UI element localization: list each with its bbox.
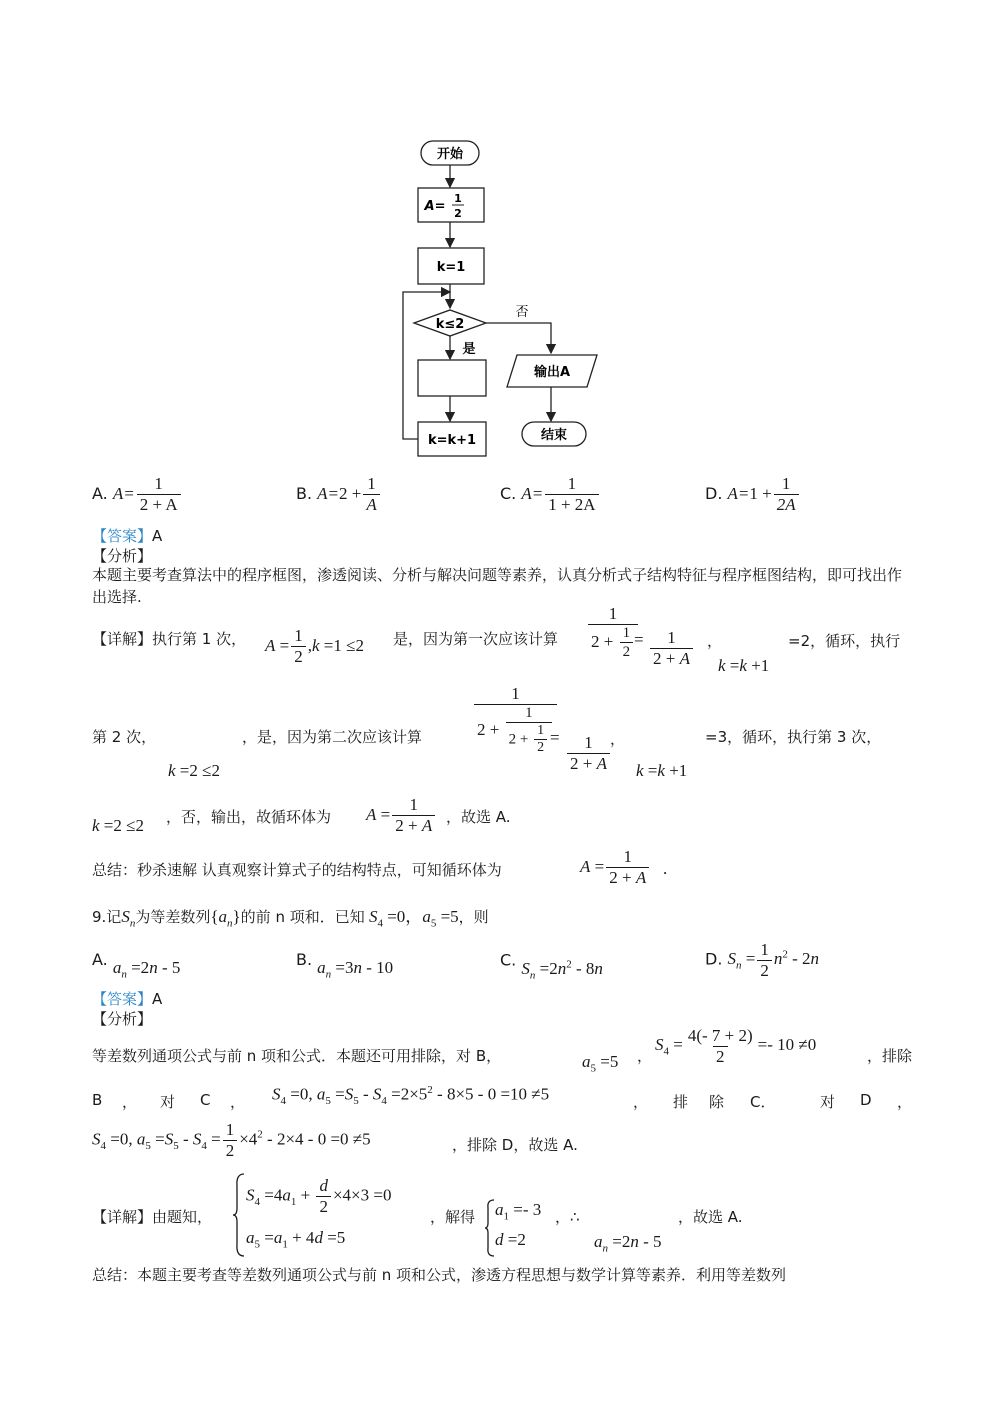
q9-a2-chu: 除 — [709, 1093, 725, 1111]
q8-k-le2-b: k =2 ≤2 — [92, 816, 144, 835]
q9-option-b[interactable]: B. $a_n =3n - 10$ — [296, 950, 394, 981]
q8-nested-fraction1: 1 2 + $\frac{1}{2}$ — [586, 604, 640, 661]
detail-tag: 【详解】 — [92, 1208, 153, 1226]
q8-detail-text2a: 第 2 次， — [92, 728, 157, 746]
equals-sign: = — [634, 630, 644, 649]
init-k-label: k=1 — [436, 260, 466, 275]
option-letter: A. — [92, 950, 108, 969]
stem-text: 9.记 — [92, 908, 122, 926]
q9-check-c: $S_4 =0$, $a_5 =S_5 - S_4 =2\times 5^2 - 8\times 5 - 0 =10 \ne 5$ — [272, 1084, 550, 1108]
q8-option-b[interactable] — [296, 474, 382, 515]
detail-text: 执行第 1 次， — [152, 630, 247, 648]
an-set: $\{a_n\}$ — [210, 907, 241, 930]
q9-a2-Cdot: C． — [750, 1093, 776, 1111]
q9-system-eq2: $a_5 =a_1 + 4d =5$ — [246, 1228, 346, 1251]
option-lhs: A= — [521, 483, 544, 503]
q9-detail-text-d: ，故选 A. — [678, 1208, 743, 1226]
q9-analysis-line3: ，排除 D，故选 A. — [452, 1136, 578, 1154]
q9-detail-text-c: ，∴ — [555, 1208, 580, 1226]
option-prefix: 1 + — [749, 483, 772, 503]
q9-a2-dui2: 对 — [820, 1093, 836, 1111]
option-fraction: $\frac{1}{1 + 2A}$ — [545, 474, 598, 515]
q8-summary-formula: A = $\frac{1}{2 + A}$ — [580, 847, 651, 888]
start-label: 开始 — [436, 147, 464, 162]
q9-solution-a1: $a_1 =- 3$ — [495, 1200, 542, 1223]
q9-answer — [92, 988, 162, 1009]
option-lhs: A= — [727, 483, 750, 503]
q9-analysis-line1: 等差数列通项公式与前 n 项和公式．本题还可用排除，对 B， — [92, 1047, 502, 1065]
init-a-num: 1 — [454, 192, 462, 205]
q9-s4-eval: $S_4$ = $\frac{4(- 7 + 2)}{2}$ =- 10 ≠0 — [655, 1026, 817, 1066]
q9-check-d: $S_4 =0$, $a_5 =S_5 - S_4$ = $\frac{1}{2}$ $\times 4^2 - 2\times 4 - 0 =0 \ne 5$ — [92, 1120, 371, 1160]
option-fraction: $\frac{1}{2A}$ — [774, 474, 799, 515]
option-lhs: A= — [112, 483, 135, 503]
q9-a2-comma1: ， — [122, 1093, 138, 1111]
q8-analysis-tag: 【分析】 — [92, 547, 153, 565]
no-label: 否 — [515, 305, 529, 320]
option-letter: A. — [92, 483, 108, 503]
answer-value: A — [152, 990, 163, 1008]
q9-a2-comma2: ， — [230, 1093, 246, 1111]
q9-a2-C: C — [200, 1091, 211, 1109]
stem-text: ，则 — [458, 908, 489, 926]
q8-detail-text2d: =3，循环，执行第 3 次， — [705, 728, 882, 746]
init-a-lhs: A= — [424, 199, 446, 214]
q8-detail-text1b: 是，因为第一次应该计算 — [393, 630, 559, 648]
sn-symbol: $S_n$ — [121, 907, 136, 930]
q8-k-incr1: k =k +1 — [718, 656, 770, 675]
q8-analysis-text: 本题主要考查算法中的程序框图，渗透阅读、分析与解决问题等素养，认真分析式子结构特征与程序框图结构，即可找出作出选择. — [92, 566, 903, 606]
q8-option-c[interactable] — [500, 474, 601, 515]
option-letter: D. — [705, 949, 723, 969]
q8-detail-line1 — [92, 628, 246, 649]
q8-detail-text1d: =2，循环，执行 — [788, 632, 901, 650]
q9-a5-eq: $a_5 =5$ — [582, 1052, 619, 1075]
increment-label: k=k+1 — [427, 433, 477, 448]
answer-tag: 【答案】 — [92, 990, 153, 1008]
q8-answer — [92, 525, 162, 546]
comma: ， — [637, 1047, 653, 1065]
q9-a2-comma4: ， — [897, 1093, 913, 1111]
q8-detail-text2c: ， — [610, 730, 626, 748]
q8-k-le2-a: k =2 ≤2 — [168, 761, 220, 780]
q8-option-d[interactable] — [705, 474, 801, 515]
detail-text: 由题知， — [152, 1208, 213, 1226]
q8-detail-text1c: ， — [707, 632, 723, 650]
q9-analysis-tag: 【分析】 — [92, 1010, 153, 1028]
condition-label: k≤2 — [435, 317, 465, 332]
option-letter: D. — [705, 483, 723, 503]
init-a-den: 2 — [454, 207, 462, 220]
q8-detail-text2b: ，是，因为第二次应该计算 — [242, 728, 423, 746]
output-label: 输出A — [533, 365, 571, 380]
q9-summary: 总结：本题主要考查等差数列通项公式与前 n 项和公式，渗透方程思想与数学计算等素养．利用等差数列 — [92, 1266, 787, 1284]
q9-detail-text-b: ，解得 — [430, 1208, 476, 1226]
option-fraction: $\frac{1}{2 + A}$ — [137, 474, 181, 515]
stem-text: 为等差数列 — [135, 908, 211, 926]
option-letter: B. — [296, 483, 313, 503]
q8-option-a[interactable] — [92, 474, 183, 515]
stem-text: 的前 n 项和．已知 — [240, 908, 365, 926]
q8-detail-text3b: ，故选 A. — [446, 808, 511, 826]
option-prefix: 2 + — [339, 483, 362, 503]
q9-a2-dui: 对 — [160, 1093, 176, 1111]
q9-stem — [92, 902, 489, 929]
answer-value: A — [152, 527, 163, 545]
q9-a2-comma3: ， — [633, 1093, 649, 1111]
q9-option-c[interactable]: C. $S_n =2n^2 - 8n$ — [500, 950, 603, 982]
detail-tag: 【详解】 — [92, 630, 153, 648]
q8-summary: 总结：秒杀速解 认真观察计算式子的结构特点，可知循环体为 — [92, 861, 502, 879]
option-letter: C. — [500, 950, 517, 970]
q9-solution-d: d =2 — [495, 1230, 526, 1249]
q8-fraction-1-2a: $\frac{1}{2 + A}$ — [648, 628, 695, 669]
q9-a2-D: D — [860, 1091, 872, 1109]
q9-detail-label — [92, 1206, 212, 1227]
option-letter: B. — [296, 950, 313, 969]
option-letter: C. — [500, 483, 517, 503]
q8-summary-end: . — [663, 859, 668, 878]
q9-conditions: $S_4 =0$，$a_5 =5$ — [368, 907, 459, 930]
q9-a2-b: B — [92, 1091, 103, 1109]
empty-process-box — [418, 360, 486, 396]
yes-label: 是 — [462, 342, 476, 357]
q8-detail-text3a: ，否，输出，故循环体为 — [166, 808, 332, 826]
q9-result-an: $a_n =2n - 5$ — [594, 1232, 662, 1255]
q9-option-d[interactable]: D. $S_n$ = $\frac{1}{2}$ $n^2 - 2n$ — [705, 940, 820, 980]
flowchart — [395, 130, 615, 470]
q8-fraction-1-2a-b: $\frac{1}{2 + A}$ — [565, 733, 612, 774]
answer-tag: 【答案】 — [92, 527, 153, 545]
q9-a2-pai: 排 — [673, 1093, 689, 1111]
q9-analysis-line1b: ，排除 — [867, 1047, 913, 1065]
option-lhs: A= — [317, 483, 340, 503]
q8-loop-body: A = $\frac{1}{2 + A}$ — [366, 795, 437, 836]
q9-option-a[interactable]: A. $a_n =2n - 5$ — [92, 950, 181, 981]
left-brace-1 — [232, 1172, 246, 1258]
q8-nested-fraction2: 1 2 + 1 2 + $\frac{1}{2}$ — [472, 684, 559, 757]
option-fraction: $\frac{1}{A}$ — [363, 474, 379, 515]
equals-sign: = — [550, 728, 560, 747]
q9-system-eq1: $S_4 =4a_1$ + $\frac{d}{2}$ ×4×3 =0 — [246, 1176, 392, 1216]
end-label: 结束 — [540, 428, 568, 443]
q8-k-incr2: k =k +1 — [636, 761, 688, 780]
q8-detail-formula1: A = $\frac{1}{2}$ ,k =1 ≤2 — [265, 626, 364, 666]
